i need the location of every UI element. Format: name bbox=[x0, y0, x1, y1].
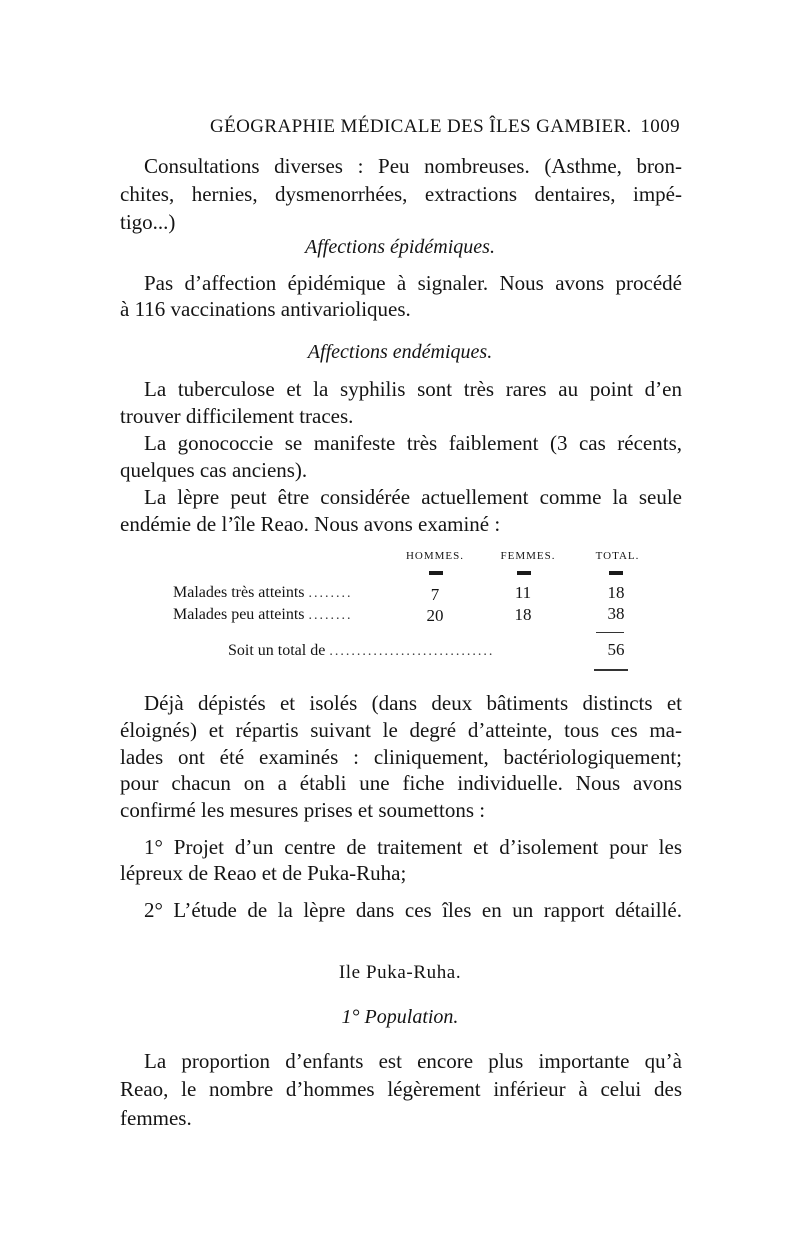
paragraph-line: chites, hernies, dysmenorrhées, extractions dentaires, impé- bbox=[120, 182, 682, 206]
column-header-hommes: HOMMES. bbox=[405, 550, 465, 562]
column-header-femmes: FEMMES. bbox=[500, 550, 556, 562]
total-label-text: Soit un total de bbox=[228, 642, 326, 659]
cell-total: 18 bbox=[607, 583, 625, 602]
paragraph-line: La proportion d’enfants est encore plus importante qu’à bbox=[144, 1049, 682, 1073]
page-number: 1009 bbox=[640, 116, 680, 137]
paragraph-line: tigo...) bbox=[120, 210, 176, 234]
cell-grand-total: 56 bbox=[607, 640, 625, 659]
cell-femmes: 18 bbox=[514, 605, 532, 624]
paragraph-line: lades ont été examinés : cliniquement, bactériologiquement; bbox=[120, 745, 682, 769]
paragraph-line: trouver difficilement traces. bbox=[120, 404, 354, 428]
column-header-rule bbox=[517, 571, 531, 575]
table-row-label bbox=[173, 584, 353, 602]
leader-dots: .............................. bbox=[329, 644, 495, 659]
paragraph-line: Déjà dépistés et isolés (dans deux bâtiments distincts et bbox=[144, 691, 682, 715]
running-head bbox=[210, 116, 680, 142]
table-total-label bbox=[228, 642, 494, 660]
running-head-title: GÉOGRAPHIE MÉDICALE DES ÎLES GAMBIER. bbox=[210, 116, 632, 137]
total-rule bbox=[594, 669, 628, 671]
paragraph-line: La gonococcie se manifeste très faiblement (3 cas récents, bbox=[144, 431, 682, 455]
leader-dots: ........ bbox=[308, 586, 353, 601]
column-header-rule bbox=[429, 571, 443, 575]
paragraph-line: pour chacun on a établi une fiche individuelle. Nous avons bbox=[120, 771, 682, 795]
list-item-line: lépreux de Reao et de Puka-Ruha; bbox=[120, 861, 407, 885]
paragraph-line: éloignés) et répartis suivant le degré d’atteinte, tous ces ma- bbox=[120, 718, 682, 742]
leader-dots: ........ bbox=[308, 608, 353, 623]
column-header-rule bbox=[609, 571, 623, 575]
heading-epidemic: Affections épidémiques. bbox=[305, 236, 495, 258]
paragraph-line: femmes. bbox=[120, 1106, 192, 1130]
paragraph-line: Consultations diverses : Peu nombreuses. (Asthme, bron- bbox=[144, 154, 682, 178]
row-label-text: Malades peu atteints bbox=[173, 606, 305, 623]
row-label-text: Malades très atteints bbox=[173, 584, 305, 601]
sum-rule bbox=[596, 632, 624, 633]
cell-femmes: 11 bbox=[514, 583, 532, 602]
list-item-line: 2° L’étude de la lèpre dans ces îles en un rapport détaillé. bbox=[144, 898, 682, 922]
cell-total: 38 bbox=[607, 604, 625, 623]
table-row-label bbox=[173, 606, 353, 624]
paragraph-line: endémie de l’île Reao. Nous avons examiné : bbox=[120, 512, 501, 536]
paragraph-line: Pas d’affection épidémique à signaler. Nous avons procédé bbox=[144, 271, 682, 295]
cell-hommes: 7 bbox=[430, 585, 440, 604]
paragraph-line: La tuberculose et la syphilis sont très rares au point d’en bbox=[144, 377, 682, 401]
paragraph-line: confirmé les mesures prises et soumettons : bbox=[120, 798, 486, 822]
paragraph-line: quelques cas anciens). bbox=[120, 458, 308, 482]
subsection-title: 1° Population. bbox=[341, 1006, 459, 1028]
section-title: Ile Puka-Ruha. bbox=[338, 962, 462, 983]
heading-endemic: Affections endémiques. bbox=[307, 341, 493, 363]
paragraph-line: La lèpre peut être considérée actuellement comme la seule bbox=[144, 485, 682, 509]
list-item-line: 1° Projet d’un centre de traitement et d’isolement pour les bbox=[144, 835, 682, 859]
column-header-total: TOTAL. bbox=[595, 550, 640, 562]
cell-hommes: 20 bbox=[426, 606, 444, 625]
paragraph-line: Reao, le nombre d’hommes légèrement inférieur à celui des bbox=[120, 1077, 682, 1101]
paragraph-line: à 116 vaccinations antivarioliques. bbox=[120, 297, 411, 321]
